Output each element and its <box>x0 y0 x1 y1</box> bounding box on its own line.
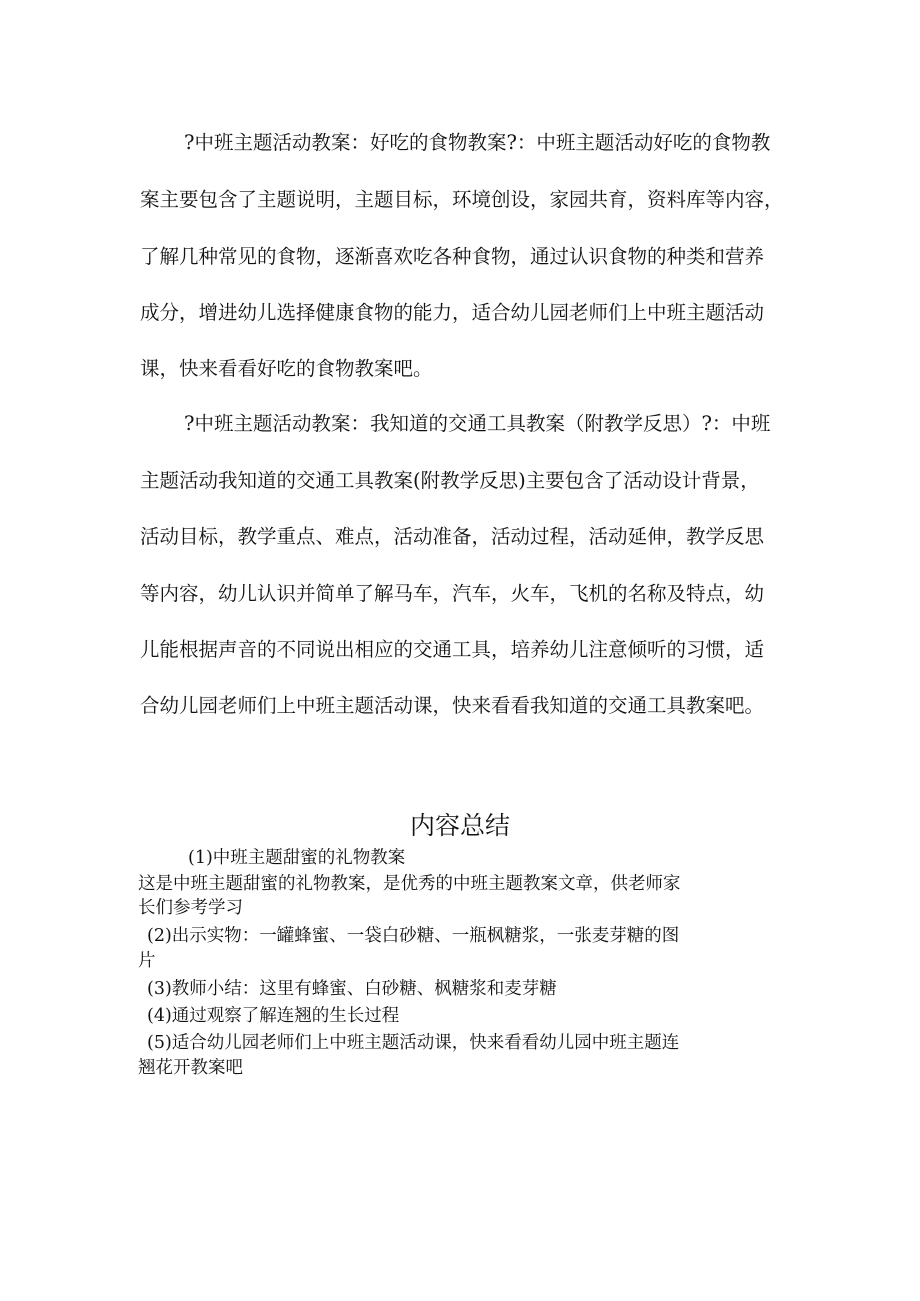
paragraph-line: ?中班主题活动教案：我知道的交通工具教案（附教学反思）?：中班 <box>184 412 771 435</box>
paragraph-line: 案主要包含了主题说明，主题目标，环境创设，家园共育，资料库等内容， <box>140 188 784 211</box>
summary-title: 内容总结 <box>409 811 510 840</box>
paragraph-line: 课，快来看看好吃的食物教案吧。 <box>140 357 433 380</box>
paragraph-line: 主题活动我知道的交通工具教案(附教学反思)主要包含了活动设计背景， <box>140 469 760 492</box>
summary-item: 长们参考学习 <box>138 898 243 918</box>
paragraph-line: 儿能根据声音的不同说出相应的交通工具，培养幼儿注意倾听的习惯，适 <box>140 638 765 661</box>
paragraph-transport-lesson <box>140 412 808 722</box>
summary-item: (3)教师小结：这里有蜂蜜、白砂糖、枫糖浆和麦芽糖 <box>147 979 557 999</box>
paragraph-line: ?中班主题活动教案：好吃的食物教案?：中班主题活动好吃的食物教 <box>184 131 771 154</box>
summary-item: 片 <box>138 951 156 971</box>
paragraph-food-lesson <box>140 131 808 381</box>
paragraph-line: 等内容，幼儿认识并简单了解马车，汽车，火车，飞机的名称及特点，幼 <box>140 582 765 605</box>
summary-item: 这是中班主题甜蜜的礼物教案，是优秀的中班主题教案文章，供老师家 <box>138 874 681 894</box>
summary-item: (2)出示实物：一罐蜂蜜、一袋白砂糖、一瓶枫糖浆，一张麦芽糖的图 <box>147 926 680 946</box>
summary-item: (4)通过观察了解连翘的生长过程 <box>147 1006 400 1026</box>
summary-item: 翘花开教案吧 <box>138 1058 243 1078</box>
paragraph-line: 成分，增进幼儿选择健康食物的能力，适合幼儿园老师们上中班主题活动 <box>140 301 765 324</box>
paragraph-line: 活动目标，教学重点、难点，活动准备，活动过程，活动延伸，教学反思 <box>140 525 765 548</box>
paragraph-line: 合幼儿园老师们上中班主题活动课，快来看看我知道的交通工具教案吧。 <box>140 694 765 717</box>
summary-item: (1)中班主题甜蜜的礼物教案 <box>188 848 406 868</box>
paragraph-line: 了解几种常见的食物，逐渐喜欢吃各种食物，通过认识食物的种类和营养 <box>140 245 765 268</box>
summary-item: (5)适合幼儿园老师们上中班主题活动课，快来看看幼儿园中班主题连 <box>147 1033 680 1053</box>
